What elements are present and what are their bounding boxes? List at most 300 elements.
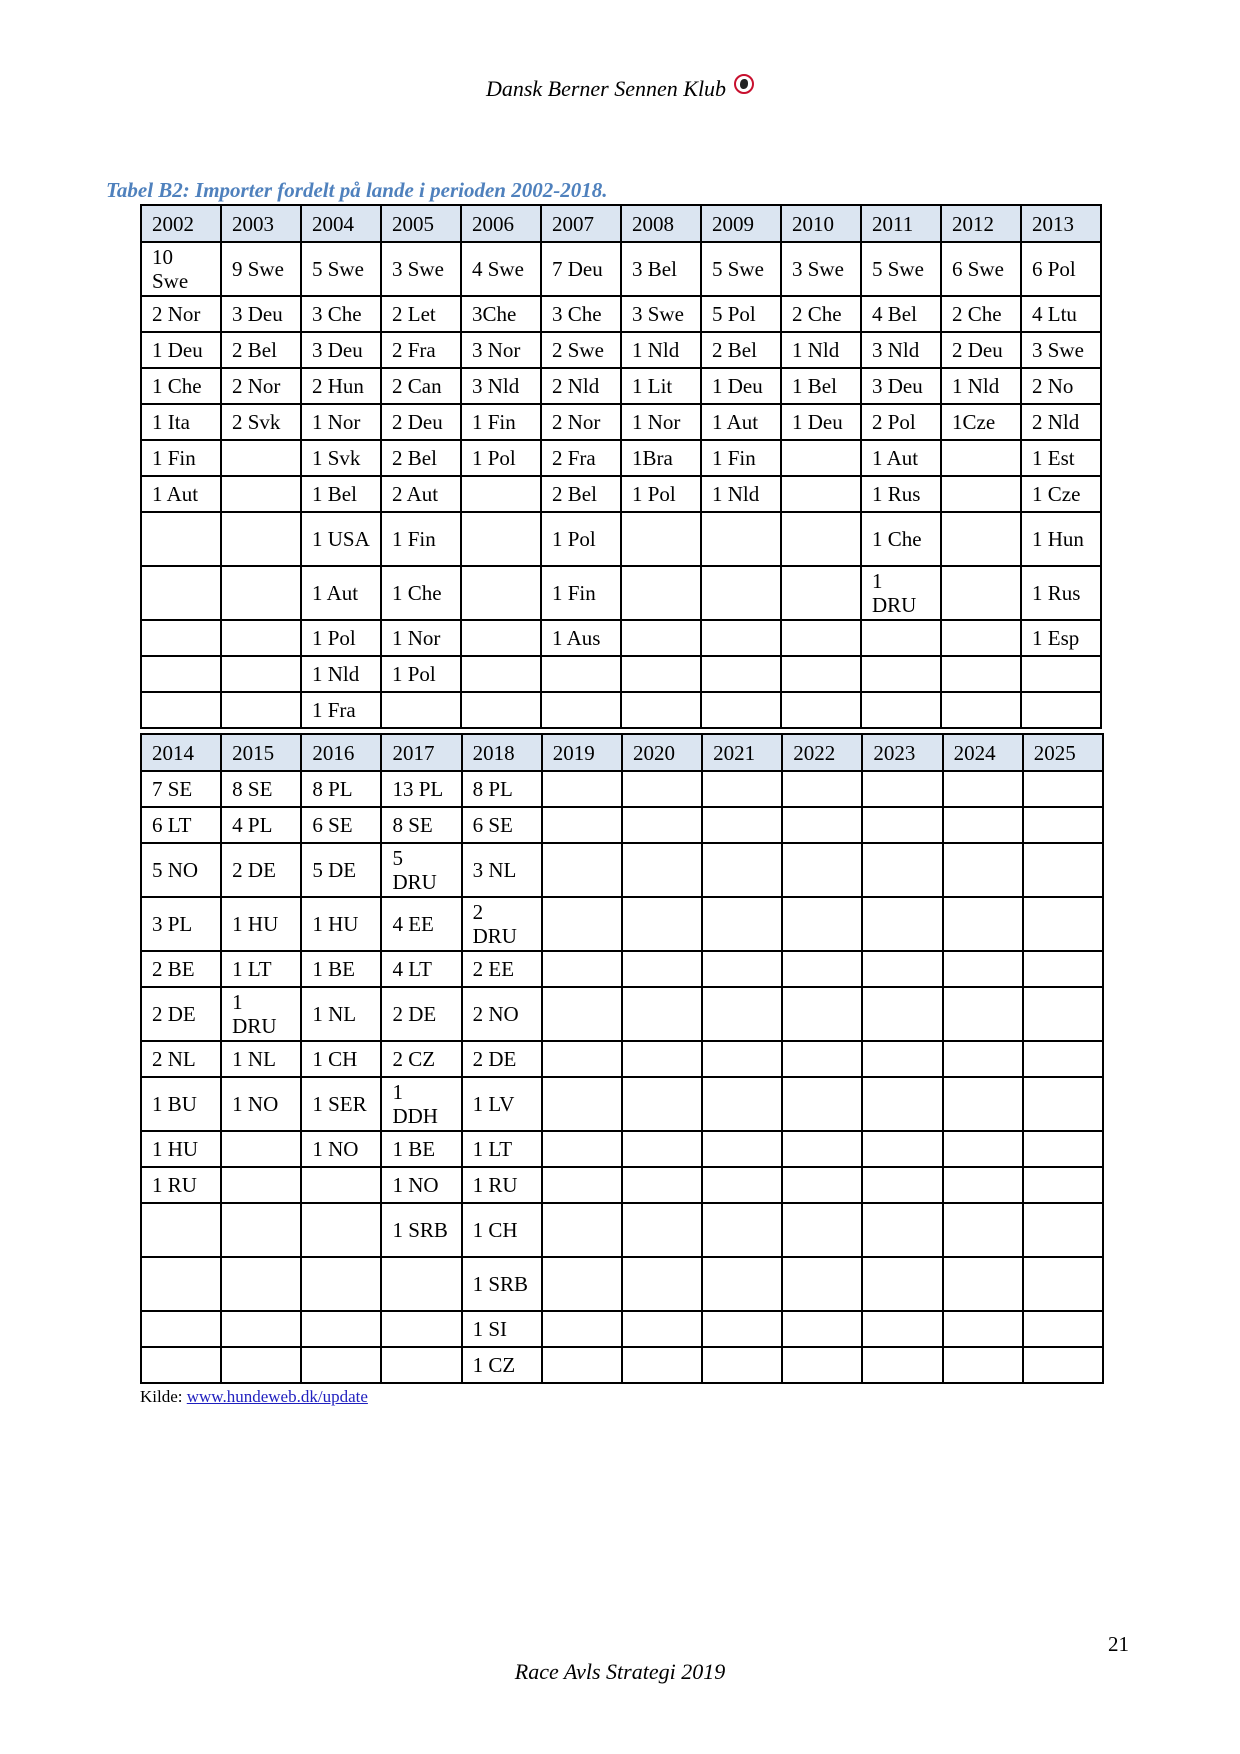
table-cell (1023, 1347, 1103, 1383)
table-cell (1023, 843, 1103, 897)
table-cell (862, 1257, 942, 1311)
table-cell (702, 1257, 782, 1311)
table-cell (141, 1311, 221, 1347)
table-cell (141, 1203, 221, 1257)
table-cell: 8 PL (462, 771, 542, 807)
table-cell (1023, 1077, 1103, 1131)
table-cell (782, 807, 862, 843)
year-header-2019: 2019 (542, 734, 622, 771)
table-row (141, 951, 1103, 987)
table-cell (542, 1347, 622, 1383)
table-cell (702, 1167, 782, 1203)
table-cell (1023, 1311, 1103, 1347)
table-cell: 3 NL (462, 843, 542, 897)
table-cell (301, 1203, 381, 1257)
table-cell: 2 Nor (141, 296, 221, 332)
table-cell (941, 440, 1021, 476)
table-cell (622, 1257, 702, 1311)
table-cell (622, 1131, 702, 1167)
year-header-2015: 2015 (221, 734, 301, 771)
table-row (141, 987, 1103, 1041)
table-cell (943, 1167, 1023, 1203)
table-cell: 5 Swe (301, 242, 381, 296)
table-cell (781, 656, 861, 692)
table-cell (782, 1257, 862, 1311)
table-cell: 1 DRU (221, 987, 301, 1041)
source-label: Kilde: (140, 1387, 183, 1406)
table-cell: 2 Che (781, 296, 861, 332)
table-cell (701, 656, 781, 692)
table-cell (861, 692, 941, 728)
table-cell: 1Bra (621, 440, 701, 476)
table-cell: 1 Pol (461, 440, 541, 476)
year-header-2010: 2010 (781, 205, 861, 242)
import-table-2014-2025 (140, 733, 1104, 1384)
table-cell (221, 1257, 301, 1311)
table-cell: 1 Che (861, 512, 941, 566)
table-cell (221, 1131, 301, 1167)
table-row (141, 1347, 1103, 1383)
year-header-2018: 2018 (462, 734, 542, 771)
table-cell (781, 476, 861, 512)
table-cell (221, 656, 301, 692)
table-cell (301, 1311, 381, 1347)
table-cell: 1 NO (301, 1131, 381, 1167)
table-cell (1021, 656, 1101, 692)
table-row (141, 1041, 1103, 1077)
table-cell (781, 512, 861, 566)
table-cell: 4 LT (381, 951, 461, 987)
year-header-2005: 2005 (381, 205, 461, 242)
table-cell (542, 771, 622, 807)
table-cell (943, 1041, 1023, 1077)
table-cell (782, 897, 862, 951)
table-cell (702, 1131, 782, 1167)
table-cell: 4 PL (221, 807, 301, 843)
table-cell (221, 1203, 301, 1257)
table-cell: 2 Svk (221, 404, 301, 440)
table-cell: 1 BE (301, 951, 381, 987)
table-cell: 2 CZ (381, 1041, 461, 1077)
table-cell: 5 Swe (861, 242, 941, 296)
table-cell: 2 DE (462, 1041, 542, 1077)
table-cell (943, 843, 1023, 897)
table-cell: 1 RU (462, 1167, 542, 1203)
table-row (141, 1311, 1103, 1347)
table-cell (622, 1347, 702, 1383)
table-cell (943, 1131, 1023, 1167)
table-cell (221, 476, 301, 512)
table-cell (1023, 771, 1103, 807)
table-cell: 1 BU (141, 1077, 221, 1131)
table-cell (461, 692, 541, 728)
table-cell: 3 Nld (861, 332, 941, 368)
table-cell (1023, 807, 1103, 843)
table-cell (782, 843, 862, 897)
table-cell: 1 CH (301, 1041, 381, 1077)
year-header-2008: 2008 (621, 205, 701, 242)
club-name: Dansk Berner Sennen Klub (485, 76, 727, 101)
table-cell (542, 1131, 622, 1167)
table-cell (221, 692, 301, 728)
table-cell (862, 987, 942, 1041)
table-cell: 2 Nor (541, 404, 621, 440)
table-cell (622, 987, 702, 1041)
table-cell (622, 1203, 702, 1257)
table-cell: 2 No (1021, 368, 1101, 404)
table-cell (782, 1077, 862, 1131)
table-cell: 3 Swe (621, 296, 701, 332)
table-row (141, 512, 1101, 566)
table-cell (1023, 897, 1103, 951)
table-cell: 1 Aut (141, 476, 221, 512)
table-row (141, 620, 1101, 656)
table-cell (1023, 1167, 1103, 1203)
table-cell (461, 620, 541, 656)
table-cell: 2 NO (462, 987, 542, 1041)
table-cell: 3 Swe (1021, 332, 1101, 368)
table-cell: 5 DRU (381, 843, 461, 897)
table-cell (381, 1347, 461, 1383)
table-cell: 1 Aut (861, 440, 941, 476)
table-row (141, 1077, 1103, 1131)
table-cell: 4 Ltu (1021, 296, 1101, 332)
table-cell (782, 1347, 862, 1383)
table-cell (701, 512, 781, 566)
table-row (141, 656, 1101, 692)
table-cell (781, 440, 861, 476)
table-cell (621, 692, 701, 728)
table-cell: 1 Nor (621, 404, 701, 440)
table-cell: 1 SRB (462, 1257, 542, 1311)
table-cell (141, 1257, 221, 1311)
table-cell: 1 Nld (301, 656, 381, 692)
table-cell (862, 1311, 942, 1347)
table-cell (782, 771, 862, 807)
table-cell (542, 897, 622, 951)
year-header-2002: 2002 (141, 205, 221, 242)
table-cell: 1 NO (221, 1077, 301, 1131)
table-cell (1023, 1257, 1103, 1311)
table-cell (1023, 987, 1103, 1041)
table-cell (781, 566, 861, 620)
table-cell (941, 512, 1021, 566)
table-cell (862, 771, 942, 807)
table-cell (862, 1347, 942, 1383)
table-cell: 2 NL (141, 1041, 221, 1077)
table-cell: 1 Nld (701, 476, 781, 512)
table-cell (702, 987, 782, 1041)
table-cell: 1 HU (141, 1131, 221, 1167)
table-cell: 2 DRU (462, 897, 542, 951)
table-cell: 3 Nor (461, 332, 541, 368)
table-cell: 8 SE (381, 807, 461, 843)
table-cell (542, 1041, 622, 1077)
table-row (141, 566, 1101, 620)
table-cell: 1 HU (221, 897, 301, 951)
table-cell: 2 Deu (381, 404, 461, 440)
table-cell (542, 951, 622, 987)
table-row (141, 843, 1103, 897)
table-cell (943, 951, 1023, 987)
table-cell: 5 Pol (701, 296, 781, 332)
table-cell: 2 DE (381, 987, 461, 1041)
table-cell (1023, 951, 1103, 987)
table-cell: 1 Pol (301, 620, 381, 656)
table-cell: 1 Aut (701, 404, 781, 440)
table-cell (702, 897, 782, 951)
table-cell: 2 DE (141, 987, 221, 1041)
table-cell: 1 Lit (621, 368, 701, 404)
table-cell (782, 1311, 862, 1347)
table-cell (782, 1041, 862, 1077)
table-cell (621, 656, 701, 692)
table-cell (542, 1257, 622, 1311)
table-cell: 1 Fin (381, 512, 461, 566)
table-cell (941, 656, 1021, 692)
table-cell: 1 HU (301, 897, 381, 951)
table-cell: 2 BE (141, 951, 221, 987)
table-cell: 6 SE (462, 807, 542, 843)
table-cell: 8 PL (301, 771, 381, 807)
table-cell (621, 620, 701, 656)
table-cell: 8 SE (221, 771, 301, 807)
table-cell (141, 620, 221, 656)
table-cell: 1 Nor (381, 620, 461, 656)
table-row (141, 1131, 1103, 1167)
table-cell (701, 692, 781, 728)
table-cell: 5 NO (141, 843, 221, 897)
year-header-2021: 2021 (702, 734, 782, 771)
year-header-2004: 2004 (301, 205, 381, 242)
table-row (141, 440, 1101, 476)
table-cell (701, 620, 781, 656)
table-cell: 1 Pol (381, 656, 461, 692)
table-row (141, 1203, 1103, 1257)
year-header-2006: 2006 (461, 205, 541, 242)
table-row (141, 771, 1103, 807)
table-row (141, 692, 1101, 728)
table-cell (221, 1167, 301, 1203)
table-cell (941, 620, 1021, 656)
table-cell: 3 Bel (621, 242, 701, 296)
source-link[interactable]: www.hundeweb.dk/update (186, 1387, 368, 1406)
table-cell (782, 1167, 862, 1203)
table-cell (141, 656, 221, 692)
table-cell (782, 987, 862, 1041)
table-cell: 2 Bel (701, 332, 781, 368)
table-cell: 1 SI (462, 1311, 542, 1347)
table-cell (141, 692, 221, 728)
year-header-2025: 2025 (1023, 734, 1103, 771)
table-cell: 1 LV (462, 1077, 542, 1131)
table-cell: 13 PL (381, 771, 461, 807)
table-cell (1023, 1041, 1103, 1077)
table-cell: 1 SER (301, 1077, 381, 1131)
table-cell (862, 1041, 942, 1077)
table-row (141, 332, 1101, 368)
table-cell: 3 Nld (461, 368, 541, 404)
table-cell: 4 Bel (861, 296, 941, 332)
table-cell: 5 Swe (701, 242, 781, 296)
table-cell (622, 843, 702, 897)
table-cell: 2 Bel (541, 476, 621, 512)
table-cell: 1 RU (141, 1167, 221, 1203)
table-cell (861, 620, 941, 656)
table-cell (621, 512, 701, 566)
table-cell: 3 Che (541, 296, 621, 332)
table-cell (542, 843, 622, 897)
table-cell (781, 692, 861, 728)
table-cell (461, 476, 541, 512)
table-cell (542, 807, 622, 843)
table-row (141, 897, 1103, 951)
table-cell: 2 Nld (1021, 404, 1101, 440)
table-cell: 1 Bel (301, 476, 381, 512)
table-cell (141, 512, 221, 566)
table-row (141, 242, 1101, 296)
table-cell: 1 NL (221, 1041, 301, 1077)
table-cell: 2 EE (462, 951, 542, 987)
table-cell: 2 DE (221, 843, 301, 897)
table-row (141, 404, 1101, 440)
table-cell (622, 897, 702, 951)
table-cell: 1 Fin (701, 440, 781, 476)
table-cell: 6 Pol (1021, 242, 1101, 296)
table-cell: 1 NO (381, 1167, 461, 1203)
table-cell: 2 Can (381, 368, 461, 404)
year-header-2009: 2009 (701, 205, 781, 242)
table-cell (1023, 1203, 1103, 1257)
table-cell (702, 843, 782, 897)
table-cell (943, 771, 1023, 807)
table-cell: 1 Nld (621, 332, 701, 368)
table-cell: 6 LT (141, 807, 221, 843)
year-header-2023: 2023 (862, 734, 942, 771)
table-cell (301, 1167, 381, 1203)
table-cell (701, 566, 781, 620)
table-cell (542, 1077, 622, 1131)
table-cell (702, 1041, 782, 1077)
table-cell: 2 Swe (541, 332, 621, 368)
table-cell: 4 Swe (461, 242, 541, 296)
table-cell: 1 Rus (861, 476, 941, 512)
table-cell: 1 Nld (781, 332, 861, 368)
table-cell (702, 1077, 782, 1131)
table-cell: 2 Deu (941, 332, 1021, 368)
table-cell: 1 Esp (1021, 620, 1101, 656)
table-cell (221, 620, 301, 656)
table-cell (862, 897, 942, 951)
table-cell (782, 1131, 862, 1167)
table-caption: Tabel B2: Importer fordelt på lande i perioden 2002-2018. (106, 178, 608, 202)
table-cell (1023, 1131, 1103, 1167)
table-cell: 3 Deu (861, 368, 941, 404)
table-cell: 1 NL (301, 987, 381, 1041)
table-cell (702, 1311, 782, 1347)
table-cell: 2 Bel (221, 332, 301, 368)
table-cell (622, 807, 702, 843)
table-cell (221, 1311, 301, 1347)
table-cell (622, 1077, 702, 1131)
table-cell (862, 1131, 942, 1167)
table-cell (221, 1347, 301, 1383)
year-header-2013: 2013 (1021, 205, 1101, 242)
table-cell: 1 Che (141, 368, 221, 404)
year-header-2012: 2012 (941, 205, 1021, 242)
table-cell (622, 1311, 702, 1347)
table-cell: 9 Swe (221, 242, 301, 296)
table-row (141, 1257, 1103, 1311)
table-cell (702, 1347, 782, 1383)
table-cell: 5 DE (301, 843, 381, 897)
table-cell (702, 951, 782, 987)
year-header-2007: 2007 (541, 205, 621, 242)
table-cell (621, 566, 701, 620)
table-cell: 1Cze (941, 404, 1021, 440)
table-cell: 1 SRB (381, 1203, 461, 1257)
table-cell: 3 Swe (381, 242, 461, 296)
table-cell (781, 620, 861, 656)
table-cell: 2 Nor (221, 368, 301, 404)
table-cell: 1 Nld (941, 368, 1021, 404)
import-table-2002-2013 (140, 204, 1102, 729)
page-number: 21 (1108, 1632, 1129, 1656)
page-header (0, 74, 1240, 102)
table-cell: 1 Deu (781, 404, 861, 440)
table-cell: 3 Che (301, 296, 381, 332)
table-cell: 2 Che (941, 296, 1021, 332)
table-cell (941, 566, 1021, 620)
table-cell: 3Che (461, 296, 541, 332)
table-cell (461, 656, 541, 692)
table-cell (221, 512, 301, 566)
table-cell: 1 Deu (141, 332, 221, 368)
table-cell: 1 Nor (301, 404, 381, 440)
table-cell: 2 Aut (381, 476, 461, 512)
table-cell (301, 1347, 381, 1383)
table-cell: 2 Bel (381, 440, 461, 476)
table-cell (381, 1311, 461, 1347)
table-cell: 1 Ita (141, 404, 221, 440)
table-cell (943, 1203, 1023, 1257)
table-cell (702, 1203, 782, 1257)
table-cell (943, 1257, 1023, 1311)
table-cell: 1 BE (381, 1131, 461, 1167)
table-cell (943, 897, 1023, 951)
year-header-2011: 2011 (861, 205, 941, 242)
club-logo-icon (734, 74, 754, 94)
table-row (141, 807, 1103, 843)
table-cell: 1 Aut (301, 566, 381, 620)
table-cell: 2 Pol (861, 404, 941, 440)
table-cell (862, 1203, 942, 1257)
table-cell (141, 566, 221, 620)
table-cell: 1 LT (462, 1131, 542, 1167)
table-cell (622, 1041, 702, 1077)
table-cell (542, 1203, 622, 1257)
table-cell: 6 SE (301, 807, 381, 843)
table-cell (862, 1167, 942, 1203)
table-cell (941, 692, 1021, 728)
table-cell: 1 CZ (462, 1347, 542, 1383)
table-cell: 2 Fra (541, 440, 621, 476)
table-cell: 1 Pol (621, 476, 701, 512)
year-header-2003: 2003 (221, 205, 301, 242)
table-cell: 1 Svk (301, 440, 381, 476)
table-cell: 2 Nld (541, 368, 621, 404)
table-cell (542, 1167, 622, 1203)
